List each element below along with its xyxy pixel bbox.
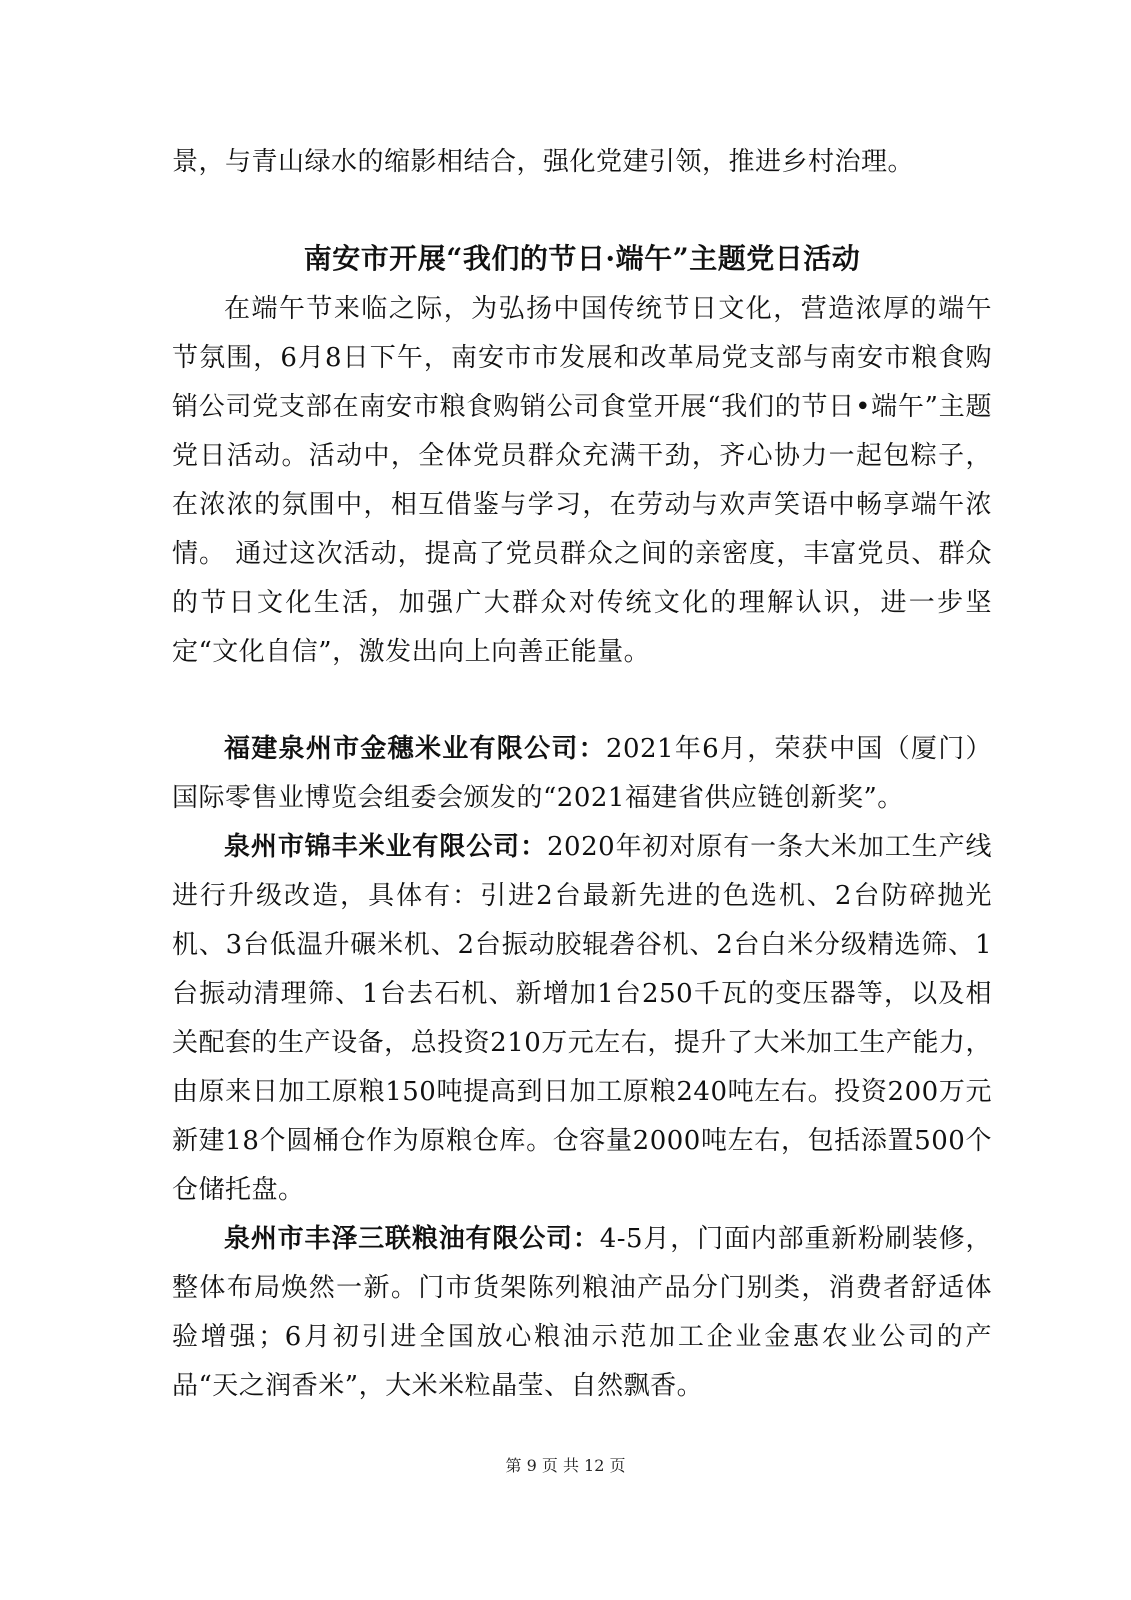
intro-paragraph: 景，与青山绿水的缩影相结合，强化党建引领，推进乡村治理。 <box>172 147 915 177</box>
company-name: 泉州市丰泽三联粮油有限公司： <box>224 1224 600 1254</box>
company-name: 泉州市锦丰米业有限公司： <box>224 832 547 862</box>
document-body <box>172 138 992 1411</box>
company-text: 2021年6月，荣获中国（厦门）国际零售业博览会组委会颁发的“2021福建省供应链创新奖”。 <box>172 734 992 813</box>
company-paragraph-sanlian <box>172 1215 992 1411</box>
spacer <box>172 677 992 725</box>
section-title: 南安市开展“我们的节日·端午”主题党日活动 <box>303 242 861 275</box>
company-paragraph-jinfeng <box>172 823 992 1215</box>
company-text: 2020年初对原有一条大米加工生产线进行升级改造，具体有：引进2台最新先进的色选机、2台防碎抛光机、3台低温升碾米机、2台振动胶辊砻谷机、2台白米分级精选筛、1台振动清理筛、1台去石机、新增加1台250千瓦的变压器等，以及相关配套的生产设备，总投资210万元左右，提升了大米加工生产能力，由原来日加工原粮150吨提高到日加工原粮240吨左右。投资200万元新建18个圆桶仓作为原粮仓库。仓容量2000吨左右，包括添置500个仓储托盘。 <box>172 832 992 1205</box>
company-text: 4-5月，门面内部重新粉刷装修，整体布局焕然一新。门市货架陈列粮油产品分门别类，消费者舒适体验增强；6月初引进全国放心粮油示范加工企业金惠农业公司的产品“天之润香米”，大米米粒晶莹、自然飘香。 <box>172 1224 992 1401</box>
company-paragraph-jinsui <box>172 725 992 823</box>
page-footer: 第 9 页 共 12 页 <box>505 1456 626 1475</box>
section-paragraph: 在端午节来临之际，为弘扬中国传统节日文化，营造浓厚的端午节氛围，6月8日下午，南安市市发展和改革局党支部与南安市粮食购销公司党支部在南安市粮食购销公司食堂开展“我们的节日•端午”主题党日活动。活动中，全体党员群众充满干劲，齐心协力一起包粽子，在浓浓的氛围中，相互借鉴与学习，在劳动与欢声笑语中畅享端午浓情。 通过这次活动，提高了党员群众之间的亲密度，丰富党员、群众的节日文化生活，加强广大群众对传统文化的理解认识，进一步坚定“文化自信”，激发出向上向善正能量。 <box>172 294 992 667</box>
company-name: 福建泉州市金穗米业有限公司： <box>224 734 606 764</box>
